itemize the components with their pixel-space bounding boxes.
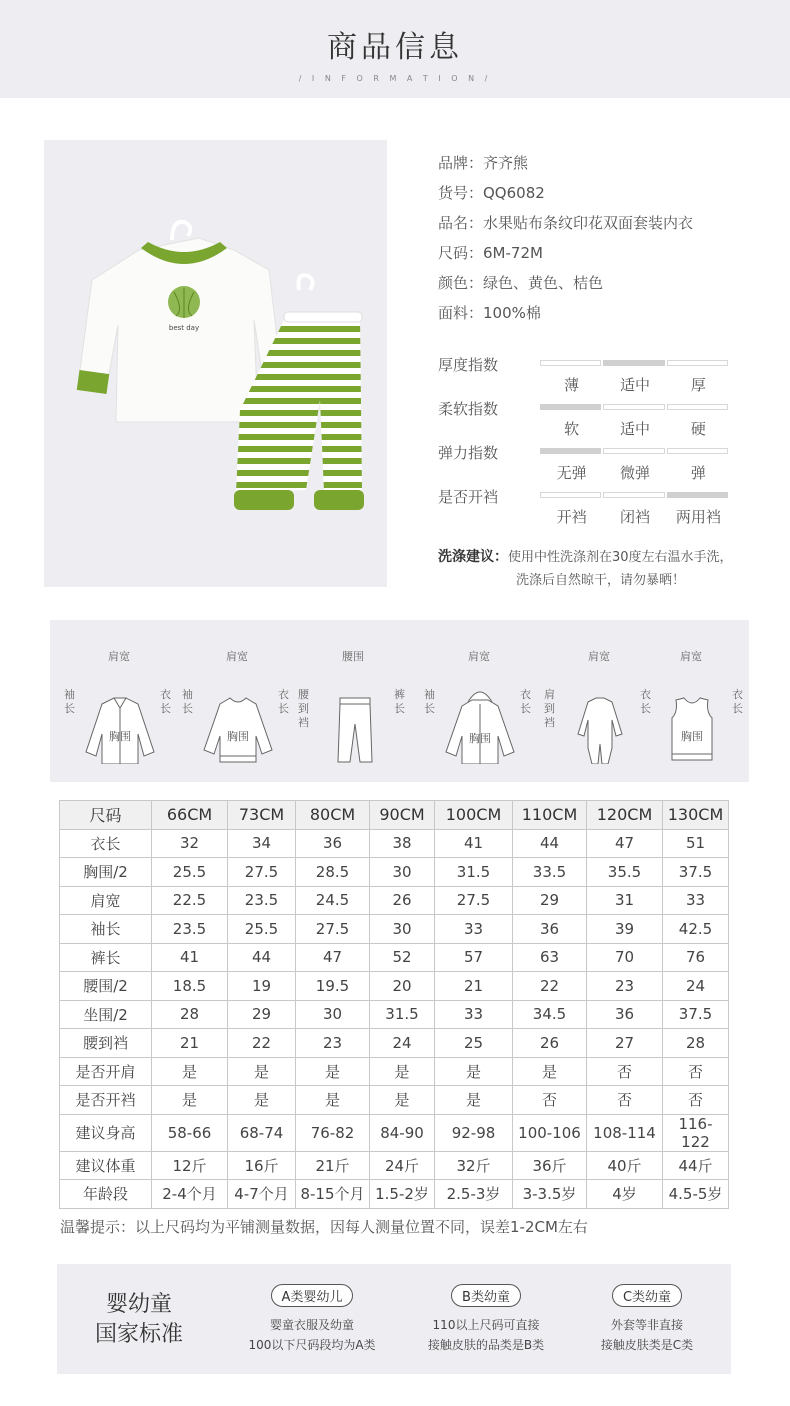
table-cell: 否 — [663, 1057, 729, 1086]
table-cell: 116-122 — [663, 1114, 729, 1151]
figure-vest — [636, 648, 746, 768]
table-cell: 24斤 — [370, 1151, 435, 1180]
jacket-icon — [442, 664, 518, 764]
size-diagrams — [50, 620, 749, 782]
table-cell: 是 — [296, 1057, 370, 1086]
table-cell: 否 — [513, 1086, 587, 1115]
table-cell: 41 — [152, 943, 228, 972]
table-cell: 38 — [370, 829, 435, 858]
scale-bar — [540, 404, 730, 410]
table-cell: 32斤 — [435, 1151, 513, 1180]
product-photo — [44, 140, 387, 587]
scale-option: 无弹 — [556, 464, 587, 482]
figure-right-label: 衣长 — [160, 688, 171, 715]
table-cell: 8-15个月 — [296, 1180, 370, 1209]
scale-bar — [540, 492, 730, 498]
figure-jacket — [424, 648, 534, 768]
table-cell: 58-66 — [152, 1114, 228, 1151]
table-row-label: 腰围/2 — [60, 972, 152, 1001]
table-cell: 21 — [152, 1029, 228, 1058]
scale-label: 柔软指数 — [438, 400, 499, 418]
table-header-cell: 尺码 — [60, 801, 152, 830]
table-header-cell: 100CM — [435, 801, 513, 830]
romper-icon — [562, 664, 638, 764]
table-cell: 37.5 — [663, 858, 729, 887]
shirt-icon — [82, 664, 158, 764]
figure-left-label: 肩到裆 — [544, 688, 555, 729]
scale-bar — [540, 360, 730, 366]
figure-center-label: 胸围 — [469, 732, 491, 745]
table-header-row — [60, 801, 729, 830]
table-cell: 63 — [513, 943, 587, 972]
table-cell: 76 — [663, 943, 729, 972]
figure-right-label: 衣长 — [520, 688, 531, 715]
table-cell: 36斤 — [513, 1151, 587, 1180]
scale-elasticity — [438, 438, 758, 482]
table-cell: 21 — [435, 972, 513, 1001]
table-cell: 29 — [228, 1000, 296, 1029]
table-cell: 18.5 — [152, 972, 228, 1001]
table-cell: 44斤 — [663, 1151, 729, 1180]
table-cell: 是 — [370, 1086, 435, 1115]
size-table — [59, 800, 729, 1209]
scale-thickness — [438, 350, 758, 394]
section-header — [0, 0, 790, 98]
wash-label: 洗涤建议： — [438, 549, 508, 565]
table-cell: 29 — [513, 886, 587, 915]
table-cell: 24 — [663, 972, 729, 1001]
figure-top-label: 肩宽 — [108, 650, 130, 663]
table-row-label: 年龄段 — [60, 1180, 152, 1209]
table-cell: 47 — [296, 943, 370, 972]
table-cell: 37.5 — [663, 1000, 729, 1029]
table-cell: 19.5 — [296, 972, 370, 1001]
table-row — [60, 915, 729, 944]
wash-line1: 使用中性洗涤剂在30度左右温水手洗， — [508, 550, 733, 565]
scale-bar — [540, 448, 730, 454]
class-b-badge: B类幼童 — [451, 1284, 521, 1307]
table-cell: 是 — [228, 1086, 296, 1115]
scale-option: 微弹 — [619, 464, 650, 482]
table-cell: 23 — [587, 972, 663, 1001]
pants-icon — [316, 664, 392, 764]
table-row — [60, 829, 729, 858]
table-cell: 是 — [228, 1057, 296, 1086]
table-cell: 31.5 — [370, 1000, 435, 1029]
table-cell: 92-98 — [435, 1114, 513, 1151]
figure-left-label: 腰到裆 — [298, 688, 309, 729]
class-a-badge: A类婴幼儿 — [271, 1284, 354, 1307]
table-row — [60, 1151, 729, 1180]
table-cell: 4.5-5岁 — [663, 1180, 729, 1209]
table-header-cell: 110CM — [513, 801, 587, 830]
measure-tip: 温馨提示：以上尺码均为平铺测量数据，因每人测量位置不同，误差1-2CM左右 — [60, 1218, 588, 1236]
class-c: C类幼童 外套等非直接 接触皮肤类是C类 — [567, 1284, 727, 1355]
table-cell: 44 — [513, 829, 587, 858]
scale-option: 两用裆 — [675, 508, 721, 526]
scale-option: 厚 — [690, 376, 706, 394]
table-cell: 23 — [296, 1029, 370, 1058]
table-cell: 27.5 — [228, 858, 296, 887]
table-cell: 36 — [587, 1000, 663, 1029]
table-cell: 44 — [228, 943, 296, 972]
table-row-label: 裤长 — [60, 943, 152, 972]
index-scales — [438, 350, 758, 526]
figure-right-label: 衣长 — [732, 688, 743, 715]
table-cell: 33 — [435, 1000, 513, 1029]
table-cell: 否 — [587, 1057, 663, 1086]
table-cell: 否 — [587, 1086, 663, 1115]
table-cell: 33 — [663, 886, 729, 915]
figure-right-label: 衣长 — [640, 688, 651, 715]
table-cell: 27.5 — [435, 886, 513, 915]
table-cell: 33.5 — [513, 858, 587, 887]
scale-option: 弹 — [690, 464, 706, 482]
table-header-cell: 66CM — [152, 801, 228, 830]
table-cell: 52 — [370, 943, 435, 972]
scale-label: 是否开裆 — [438, 488, 499, 506]
table-cell: 47 — [587, 829, 663, 858]
table-row — [60, 858, 729, 887]
table-cell: 22.5 — [152, 886, 228, 915]
figure-top-label: 肩宽 — [226, 650, 248, 663]
figure-sweater — [182, 648, 292, 768]
table-cell: 76-82 — [296, 1114, 370, 1151]
info-fabric: 面料：100%棉 — [438, 304, 541, 322]
table-cell: 是 — [370, 1057, 435, 1086]
info-name: 品名：水果贴布条纹印花双面套装内衣 — [438, 214, 694, 232]
figure-top-label: 肩宽 — [680, 650, 702, 663]
figure-pants — [298, 648, 408, 768]
table-cell: 70 — [587, 943, 663, 972]
wash-line2: 洗涤后自然晾干，请勿暴晒！ — [516, 573, 686, 588]
figure-left-label: 袖长 — [424, 688, 435, 715]
table-cell: 27.5 — [296, 915, 370, 944]
scale-option: 开裆 — [556, 508, 587, 526]
figure-center-label: 胸围 — [109, 730, 131, 743]
info-brand: 品牌：齐齐熊 — [438, 154, 529, 172]
table-cell: 36 — [513, 915, 587, 944]
table-cell: 23.5 — [228, 886, 296, 915]
scale-option: 适中 — [619, 376, 650, 394]
table-cell: 是 — [152, 1057, 228, 1086]
table-row-label: 坐围/2 — [60, 1000, 152, 1029]
table-cell: 39 — [587, 915, 663, 944]
scale-option: 适中 — [619, 420, 650, 438]
table-cell: 24.5 — [296, 886, 370, 915]
table-row — [60, 972, 729, 1001]
figure-top-label: 腰围 — [342, 650, 364, 663]
table-row-label: 是否开肩 — [60, 1057, 152, 1086]
table-cell: 23.5 — [152, 915, 228, 944]
table-row-label: 建议体重 — [60, 1151, 152, 1180]
table-header-cell: 130CM — [663, 801, 729, 830]
wash-advice — [438, 546, 733, 592]
table-row — [60, 1114, 729, 1151]
vest-icon — [654, 664, 730, 764]
table-cell: 42.5 — [663, 915, 729, 944]
table-cell: 25.5 — [228, 915, 296, 944]
scale-softness — [438, 394, 758, 438]
table-header-cell: 80CM — [296, 801, 370, 830]
table-cell: 16斤 — [228, 1151, 296, 1180]
page-title: 商品信息 — [327, 30, 463, 65]
table-row — [60, 1029, 729, 1058]
class-c-badge: C类幼童 — [612, 1284, 682, 1307]
scale-option: 软 — [564, 420, 580, 438]
table-row-label: 衣长 — [60, 829, 152, 858]
figure-right-label: 裤长 — [394, 688, 405, 715]
scale-option: 硬 — [690, 420, 706, 438]
table-cell: 35.5 — [587, 858, 663, 887]
table-row — [60, 1086, 729, 1115]
scale-option: 薄 — [564, 376, 580, 394]
table-cell: 20 — [370, 972, 435, 1001]
table-cell: 108-114 — [587, 1114, 663, 1151]
table-row-label: 腰到裆 — [60, 1029, 152, 1058]
table-row-label: 建议身高 — [60, 1114, 152, 1151]
table-cell: 25.5 — [152, 858, 228, 887]
table-cell: 28 — [663, 1029, 729, 1058]
table-cell: 是 — [435, 1086, 513, 1115]
table-cell: 40斤 — [587, 1151, 663, 1180]
table-cell: 26 — [370, 886, 435, 915]
table-cell: 是 — [513, 1057, 587, 1086]
table-row-label: 胸围/2 — [60, 858, 152, 887]
table-cell: 51 — [663, 829, 729, 858]
table-cell: 34 — [228, 829, 296, 858]
table-row-label: 肩宽 — [60, 886, 152, 915]
table-cell: 68-74 — [228, 1114, 296, 1151]
table-cell: 28 — [152, 1000, 228, 1029]
table-cell: 32 — [152, 829, 228, 858]
table-cell: 100-106 — [513, 1114, 587, 1151]
figure-left-label: 袖长 — [64, 688, 75, 715]
table-cell: 31 — [587, 886, 663, 915]
table-cell: 30 — [370, 915, 435, 944]
table-cell: 22 — [228, 1029, 296, 1058]
table-row-label: 是否开裆 — [60, 1086, 152, 1115]
table-cell: 24 — [370, 1029, 435, 1058]
table-cell: 26 — [513, 1029, 587, 1058]
table-cell: 19 — [228, 972, 296, 1001]
figure-right-label: 衣长 — [278, 688, 289, 715]
class-b: B类幼童 110以上尺码可直接 接触皮肤的品类是B类 — [406, 1284, 566, 1355]
national-standard — [57, 1264, 731, 1374]
table-cell: 2.5-3岁 — [435, 1180, 513, 1209]
table-row — [60, 1180, 729, 1209]
table-header-cell: 90CM — [370, 801, 435, 830]
figure-top-label: 肩宽 — [468, 650, 490, 663]
table-row — [60, 1057, 729, 1086]
figure-top-label: 肩宽 — [588, 650, 610, 663]
table-cell: 31.5 — [435, 858, 513, 887]
product-info — [438, 150, 693, 330]
table-cell: 34.5 — [513, 1000, 587, 1029]
class-a: A类婴幼儿 婴童衣服及幼童 100以下尺码段均为A类 — [232, 1284, 392, 1355]
table-cell: 是 — [435, 1057, 513, 1086]
table-row-label: 袖长 — [60, 915, 152, 944]
scale-label: 弹力指数 — [438, 444, 499, 462]
table-header-cell: 73CM — [228, 801, 296, 830]
table-cell: 41 — [435, 829, 513, 858]
page-subtitle: / I N F O R M A T I O N / — [298, 74, 492, 83]
scale-crotch — [438, 482, 758, 526]
table-cell: 12斤 — [152, 1151, 228, 1180]
scale-label: 厚度指数 — [438, 356, 499, 374]
table-cell: 33 — [435, 915, 513, 944]
table-cell: 4-7个月 — [228, 1180, 296, 1209]
table-cell: 30 — [370, 858, 435, 887]
figure-shirt — [64, 648, 174, 768]
info-color: 颜色：绿色、黄色、桔色 — [438, 274, 604, 292]
figure-center-label: 胸围 — [227, 730, 249, 743]
standard-title: 婴幼童 国家标准 — [94, 1292, 183, 1347]
table-cell: 27 — [587, 1029, 663, 1058]
table-cell: 30 — [296, 1000, 370, 1029]
table-cell: 否 — [663, 1086, 729, 1115]
table-cell: 84-90 — [370, 1114, 435, 1151]
sweater-icon — [200, 664, 276, 764]
scale-option: 闭裆 — [619, 508, 650, 526]
table-cell: 25 — [435, 1029, 513, 1058]
table-cell: 4岁 — [587, 1180, 663, 1209]
figure-left-label: 袖长 — [182, 688, 193, 715]
table-cell: 1.5-2岁 — [370, 1180, 435, 1209]
print-text: best day — [168, 324, 200, 332]
figure-center-label: 胸围 — [681, 730, 703, 743]
table-cell: 2-4个月 — [152, 1180, 228, 1209]
table-cell: 36 — [296, 829, 370, 858]
table-cell: 22 — [513, 972, 587, 1001]
table-header-cell: 120CM — [587, 801, 663, 830]
table-cell: 28.5 — [296, 858, 370, 887]
table-row — [60, 1000, 729, 1029]
table-row — [60, 886, 729, 915]
table-row — [60, 943, 729, 972]
info-size: 尺码：6M-72M — [438, 244, 543, 262]
table-cell: 是 — [296, 1086, 370, 1115]
table-cell: 3-3.5岁 — [513, 1180, 587, 1209]
table-cell: 57 — [435, 943, 513, 972]
info-sku: 货号：QQ6082 — [438, 184, 545, 202]
table-cell: 21斤 — [296, 1151, 370, 1180]
table-cell: 是 — [152, 1086, 228, 1115]
